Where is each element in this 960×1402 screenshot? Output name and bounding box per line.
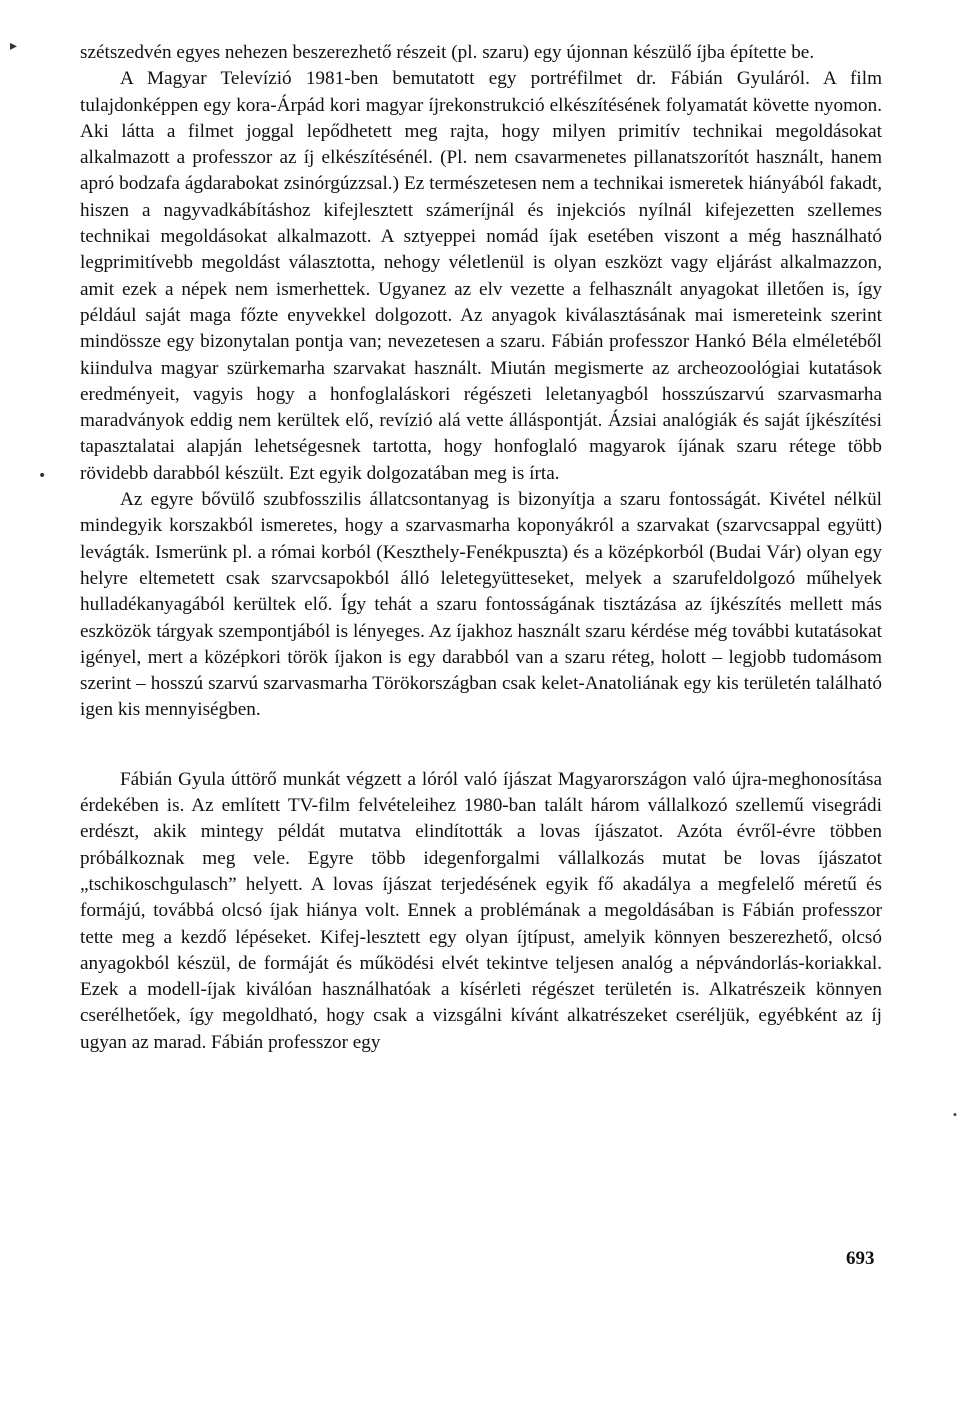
scan-mark-right: • xyxy=(952,1110,958,1121)
paragraph-2: A Magyar Televízió 1981-ben bemutatott egy portréfilmet dr. Fábián Gyuláról. A film tulajdonképpen egy kora-Árpád kori magyar íjrekonstrukció elkészítésének folyamatát követte nyomon. Aki látta a filmet joggal lepődhetett meg rajta, hogy milyen primitív technikai megoldásokat alkalmazott a professzor az íj elkészítésénél. (Pl. nem csavarmenetes pillanatszorítót használt, hanem apró bodzafa ágdarabokat zsinórgúzzsal.) Ez természetesen nem a technikai ismeretek hiányából fakadt, hiszen a nagyvadkábításhoz kifejlesztett számeríjnál és injekciós nyílnál kifejezetten szellemes technikai megoldásokat alkalmazott. A sztyeppei nomád íjak esetében viszont a még használható legprimitívebb megoldást választotta, nehogy véletlenül is olyan eszközt vagy eljárást alkalmazzon, amit ezek a népek nem ismerhettek. Ugyanez az elv vezette a felhasznált anyagokat illetően is, így például saját maga főzte enyvekkel dolgozott. Az anyagok kiválasztásának mai ismereteink szerint mindössze egy bizonytalan pontja van; nevezetesen a szaru. Fábián professzor Hankó Béla elméletéből kiindulva magyar szürkemarha szarvakat használt. Miután megismerte az archeozoológiai kutatások eredményeit, vagyis hogy a honfoglaláskori régészeti leletanyagból hosszúszarvú szarvasmarha maradványok eddig nem kerültek elő, revízió alá vette álláspontját. Ázsiai analógiák és saját íjkészítési tapasztalatai alapján lehetségesnek tartotta, hogy honfoglaló magyarok íjának szaru rétege több rövidebb darabból készült. Ezt egyik dolgozatában meg is írta. xyxy=(80,68,882,484)
scan-mark-dot: • xyxy=(38,468,47,484)
section-gap xyxy=(80,724,882,767)
paragraph-4: Fábián Gyula úttörő munkát végzett a lóról való íjászat Magyarországon való újra-meghonosítása érdekében is. Az említett TV-film felvételeihez 1980-ban talált három vállalkozó szellemű visegrádi erdészt, akik mintegy példát mutatva elindították a lovas íjászatot. Azóta évről-évre többen próbálkoznak meg vele. Egyre több idegenforgalmi vállalkozás mutat be lovas íjászatot „tschikoschgulasch” helyett. A lovas íjászat terjedésének egyik fő akadálya a megfelelő méretű és formájú, továbbá olcsó íjak hiánya volt. Ennek a problémának a megoldásában is Fábián professzor tette meg a kezdő lépéseket. Kifej-lesztett egy olyan íjtípust, amelyik könnyen beszerezhető, olcsó anyagokból készül, de formáját és működési elvét tekintve teljesen analóg a népvándorlás-koriakkal. Ezek a modell-íjak kiválóan használhatóak a kísérleti régészet területén is. Alkatrészeik könnyen cserélhetőek, így megoldható, hogy csak a vizsgálni kívánt alkatrészeket cseréljük, egyébként az íj ugyan az marad. Fábián professzor egy xyxy=(80,768,882,1053)
paragraph-3: Az egyre bővülő szubfosszilis állatcsontanyag is bizonyítja a szaru fontosságát. Kivétel nélkül mindegyik korszakból ismeretes, hogy a szarvasmarha koponyákról a szarvakat (szarvcsappal együtt) levágták. Ismerünk pl. a római korból (Keszthely-Fenékpuszta) és a középkorból (Budai Vár) olyan egy helyre eltemetett csak szarvcsapokból álló leletegyütteseket, melyek a szarufeldolgozó műhelyek hulladékanyagából kerültek elő. Így tehát a szaru fontosságának tisztázása az íjkészítés mellett más eszközök tárgyak szempontjából is lényeges. Az íjakhoz használt szaru kérdése még további kutatásokat igényel, mert a középkori török íjakon is egy darabból van a szaru réteg, holott – legjobb tudomásom szerint – hosszú szarvú szarvasmarha Törökországban csak kelet-Anatoliának egy kis területén található igen kis mennyiségben. xyxy=(80,489,882,721)
scan-mark-arrow: ▸ xyxy=(10,38,18,54)
paragraph-1: szétszedvén egyes nehezen beszerezhető részeit (pl. szaru) egy újonnan készülő íjba építette be. xyxy=(80,42,815,63)
page-number: 693 xyxy=(846,1248,875,1269)
document-page xyxy=(80,40,882,1056)
